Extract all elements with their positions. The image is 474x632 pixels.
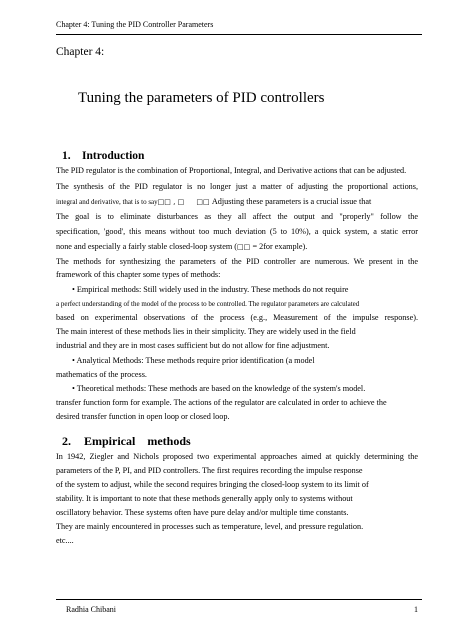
paragraph-line: desired transfer function in open loop or closed loop.: [56, 412, 230, 421]
paragraph-line: They are mainly encountered in processes such as temperature, level, and pressure regulation.: [56, 522, 364, 531]
chapter-label: Chapter 4:: [56, 46, 105, 58]
paragraph-line: mathematics of the process.: [56, 370, 147, 379]
section-1-number: 1.: [62, 150, 71, 162]
paragraph-line: [56, 197, 418, 207]
paragraph-line: stability. It is important to note that these methods generally apply only to systems without: [56, 494, 353, 503]
inline-text: integral and derivative, that is to say: [56, 198, 158, 206]
paragraph-line: industrial and they are in most cases sufficient but do not allow for fine adjustment.: [56, 341, 330, 350]
list-item: • Theoretical methods: These methods are based on the knowledge of the system's model.: [72, 384, 366, 393]
paragraph-line: The PID regulator is the combination of Proportional, Integral, and Derivative actions that can be adjusted.: [56, 166, 407, 175]
paragraph-line: a perfect understanding of the model of the process to be controlled. The regulator parameters are calculated: [56, 300, 360, 308]
paragraph-line: oscillatory behavior. These systems often have pure delay and/or multiple time constants.: [56, 508, 349, 517]
paragraph-line: [56, 242, 418, 252]
chapter-title: Tuning the parameters of PID controllers: [78, 90, 325, 106]
paragraph-line: The goal is to eliminate disturbances as they all affect the output and "properly" follow the: [56, 212, 418, 221]
section-1-heading: [62, 150, 144, 162]
paragraph-line: based on experimental observations of the process (e.g., Measurement of the impulse response).: [56, 313, 418, 322]
section-1-title: Introduction: [82, 150, 145, 162]
header-rule: [56, 34, 422, 35]
paragraph-line: In 1942, Ziegler and Nichols proposed two experimental approaches aimed at quickly determining the: [56, 452, 418, 461]
paragraph-line: transfer function form for example. The actions of the regulator are calculated in order to achieve the: [56, 398, 387, 407]
section-2-title: Empirical methods: [84, 434, 191, 448]
paragraph-line: parameters of the P, PI, and PID controllers. The first requires recording the impulse response: [56, 466, 363, 475]
inline-text: = 2for example).: [252, 242, 308, 251]
paragraph-line: etc....: [56, 536, 74, 545]
footer-author: Radhia Chibani: [66, 605, 116, 614]
inline-text: Adjusting these parameters is a crucial issue that: [211, 197, 372, 206]
paragraph-line: The methods for synthesizing the parameters of the PID controller are numerous. We present in the: [56, 257, 418, 266]
paragraph-line: specification, 'good', this means without too much deviation (5 to 10%), a quick system, a static error: [56, 227, 418, 236]
missing-glyph-icon: □□: [236, 243, 253, 251]
footer-rule: [56, 599, 422, 600]
inline-text: none and especially a fairly stable closed-loop system (: [56, 242, 237, 251]
list-item: • Empirical methods: Still widely used in the industry. These methods do not require: [72, 285, 349, 294]
paragraph-line: The main interest of these methods lies in their simplicity. They are widely used in the field: [56, 327, 356, 336]
paragraph-line: The synthesis of the PID regulator is no longer just a matter of adjusting the proportional actions,: [56, 182, 418, 191]
list-item: • Analytical Methods: These methods require prior identification (a model: [72, 356, 315, 365]
paragraph-line: of the system to adjust, while the second requires bringing the closed-loop system to its limit of: [56, 480, 369, 489]
missing-glyph-icon: □□: [196, 198, 212, 206]
missing-glyph-icon: □□ , □: [157, 198, 187, 206]
paragraph-line: framework of this chapter some types of methods:: [56, 270, 221, 279]
running-header: Chapter 4: Tuning the PID Controller Parameters: [56, 20, 214, 29]
section-2-number: 2.: [62, 434, 71, 448]
page-number: 1: [414, 605, 418, 614]
section-2-heading: [62, 434, 191, 449]
